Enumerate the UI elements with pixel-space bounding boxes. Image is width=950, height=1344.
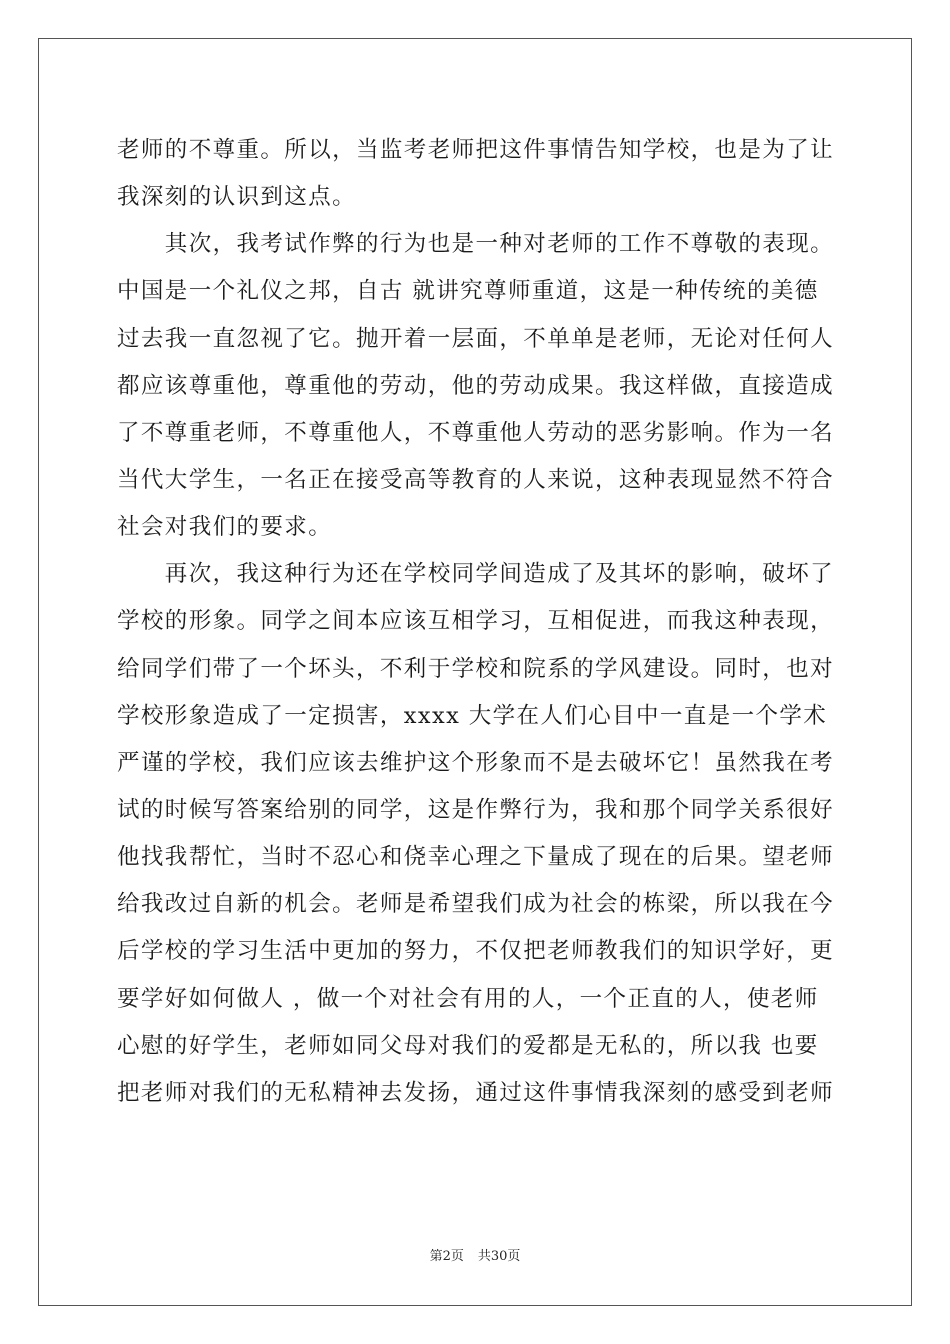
text-line: 我深刻的认识到这点。	[117, 184, 357, 211]
page-footer	[0, 1245, 950, 1264]
text-line: 他找我帮忙，当时不忍心和侥幸心理之下量成了现在的后果。望老师	[117, 844, 835, 871]
page-total: 共30页	[477, 1249, 521, 1264]
text-line: 给我改过自新的机会。老师是希望我们成为社会的栋梁，所以我在今	[117, 891, 835, 918]
page-number: 第2页	[429, 1249, 464, 1264]
text-line: 过去我一直忽视了它。抛开着一层面，不单单是老师，无论对任何人	[117, 325, 835, 352]
text-line: 都应该尊重他，尊重他的劳动，他的劳动成果。我这样做，直接造成	[117, 372, 835, 399]
text-line: 要学好如何做人 ，做一个对社会有用的人，一个正直的人，使老师	[117, 985, 819, 1012]
text-line: 了不尊重老师，不尊重他人，不尊重他人劳动的恶劣影响。作为一名	[117, 419, 835, 446]
text-line: 社会对我们的要求。	[117, 514, 333, 541]
text-line: 后学校的学习生活中更加的努力，不仅把老师教我们的知识学好，更	[117, 938, 835, 965]
text-line: 给同学们带了一个坏头，不利于学校和院系的学风建设。同时，也对	[117, 655, 835, 682]
text-line: 其次，我考试作弊的行为也是一种对老师的工作不尊敬的表现。	[117, 231, 835, 258]
text-line: 把老师对我们的无私精神去发扬，通过这件事情我深刻的感受到老师	[117, 1079, 835, 1106]
text-line: 试的时候写答案给别的同学，这是作弊行为，我和那个同学关系很好	[117, 796, 835, 823]
document-body	[117, 127, 837, 1117]
text-line: 老师的不尊重。所以，当监考老师把这件事情告知学校，也是为了让	[117, 137, 835, 163]
text-line: 当代大学生，一名正在接受高等教育的人来说，这种表现显然不符合	[117, 466, 835, 493]
text-line: 心慰的好学生，老师如同父母对我们的爱都是无私的，所以我 也要	[117, 1032, 819, 1059]
text-line: 再次，我这种行为还在学校同学间造成了及其坏的影响，破坏了	[117, 561, 835, 588]
text-line: 学校的形象。同学之间本应该互相学习，互相促进，而我这种表现，	[117, 608, 835, 635]
text-line: 严谨的学校，我们应该去维护这个形象而不是去破坏它！虽然我在考	[117, 749, 835, 776]
text-line: 学校形象造成了一定损害，xxxx 大学在人们心目中一直是一个学术	[117, 702, 828, 729]
text-line: 中国是一个礼仪之邦，自古 就讲究尊师重道，这是一种传统的美德	[117, 278, 819, 305]
